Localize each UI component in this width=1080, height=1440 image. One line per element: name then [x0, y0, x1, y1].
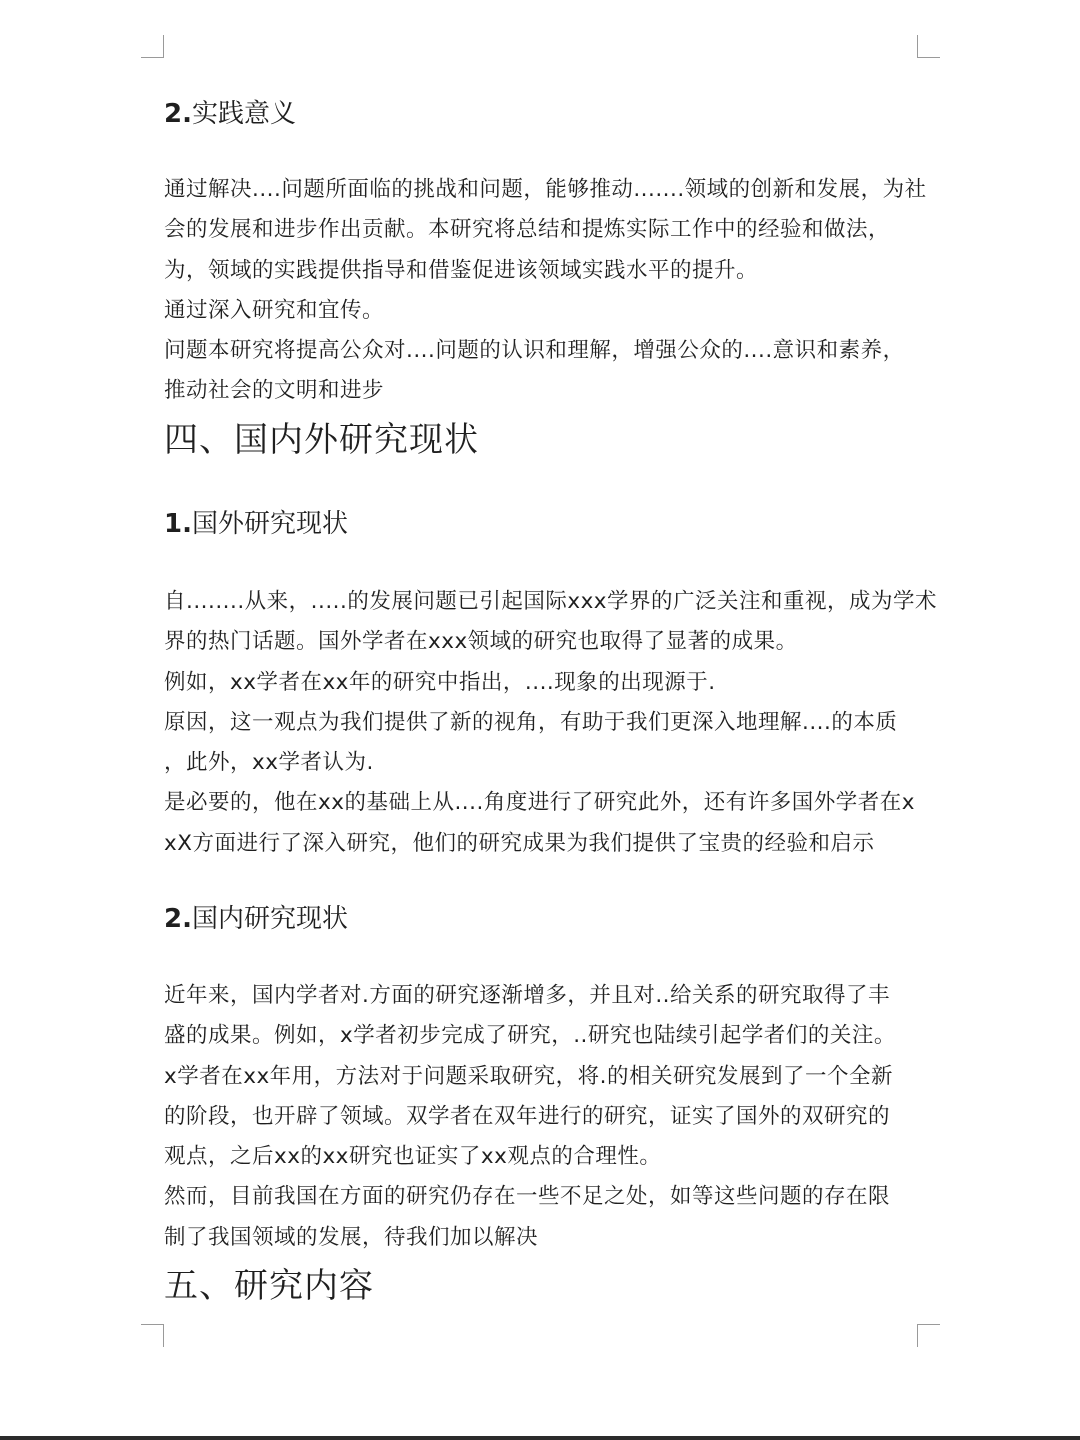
paragraph-line: 为，领域的实践提供指导和借鉴促进该领域实践水平的提升。 — [164, 257, 759, 283]
subheading-number: 2. — [164, 99, 192, 129]
paragraph-line: 推动社会的文明和进步 — [164, 378, 385, 404]
paragraph-line: 的阶段，也开辟了领域。双学者在双年进行的研究，证实了国外的双研究的 — [164, 1103, 891, 1129]
paragraph-line: 例如，xx学者在xx年的研究中指出，....现象的出现源于. — [164, 669, 716, 695]
paragraph-line: ，此外，xx学者认为. — [164, 750, 374, 776]
subheading-practical-significance — [164, 96, 920, 132]
heading-research-status: 四、国内外研究现状 — [164, 420, 479, 460]
paragraph-line: 问题本研究将提高公众对....问题的认识和理解，增强公众的....意识和素养， — [164, 338, 905, 364]
paragraph-line: 观点，之后xx的xx研究也证实了xx观点的合理性。 — [164, 1144, 662, 1170]
page-corner-mark-bottom-right — [917, 1324, 940, 1347]
paragraph-line: 近年来，国内学者对.方面的研究逐渐增多，并且对..给关系的研究取得了丰 — [164, 983, 891, 1008]
paragraph-line: xX方面进行了深入研究，他们的研究成果为我们提供了宝贵的经验和启示 — [164, 830, 875, 856]
paragraph-line: 制了我国领域的发展，待我们加以解决 — [164, 1224, 539, 1250]
page-corner-mark-top-right — [917, 35, 940, 58]
subheading-foreign-research — [164, 506, 920, 542]
subheading-text: 国外研究现状 — [191, 509, 348, 539]
subheading-domestic-research — [164, 901, 920, 937]
paragraph-foreign-research — [164, 582, 938, 864]
paragraph-line: 原因，这一观点为我们提供了新的视角，有助于我们更深入地理解....的本质 — [164, 709, 898, 735]
subheading-text: 实践意义 — [191, 99, 296, 129]
paragraph-line: 盛的成果。例如，x学者初步完成了研究，..研究也陆续引起学者们的关注。 — [164, 1023, 896, 1049]
paragraph-practical-significance — [164, 170, 927, 412]
subheading-text: 国内研究现状 — [191, 904, 348, 934]
paragraph-line: 通过深入研究和宜传。 — [164, 297, 385, 323]
page-corner-mark-bottom-left — [141, 1324, 164, 1347]
paragraph-domestic-research — [164, 976, 920, 1258]
paragraph-line: 然而，目前我国在方面的研究仍存在一些不足之处，如等这些问题的存在限 — [164, 1184, 891, 1210]
paragraph-line: 是必要的，他在xx的基础上从....角度进行了研究此外，还有许多国外学者在x — [164, 790, 916, 816]
paragraph-line: 自........从来，.....的发展问题已引起国际xxx学界的广泛关注和重视，成为学术 — [164, 589, 938, 614]
subheading-number: 1. — [164, 509, 192, 539]
paragraph-line: x学者在xx年用，方法对于问题采取研究，将.的相关研究发展到了一个全新 — [164, 1063, 894, 1089]
paragraph-line: 会的发展和进步作出贡献。本研究将总结和提炼实际工作中的经验和做法， — [164, 217, 891, 243]
page-corner-mark-top-left — [141, 35, 164, 58]
paragraph-line: 通过解决....问题所面临的挑战和问题，能够推动.......领域的创新和发展，为社 — [164, 177, 927, 202]
paragraph-line: 界的热门话题。国外学者在xxx领域的研究也取得了显著的成果。 — [164, 629, 798, 655]
subheading-number: 2. — [164, 904, 192, 934]
bottom-edge-bar — [0, 1436, 1080, 1440]
heading-research-content: 五、研究内容 — [164, 1266, 374, 1306]
